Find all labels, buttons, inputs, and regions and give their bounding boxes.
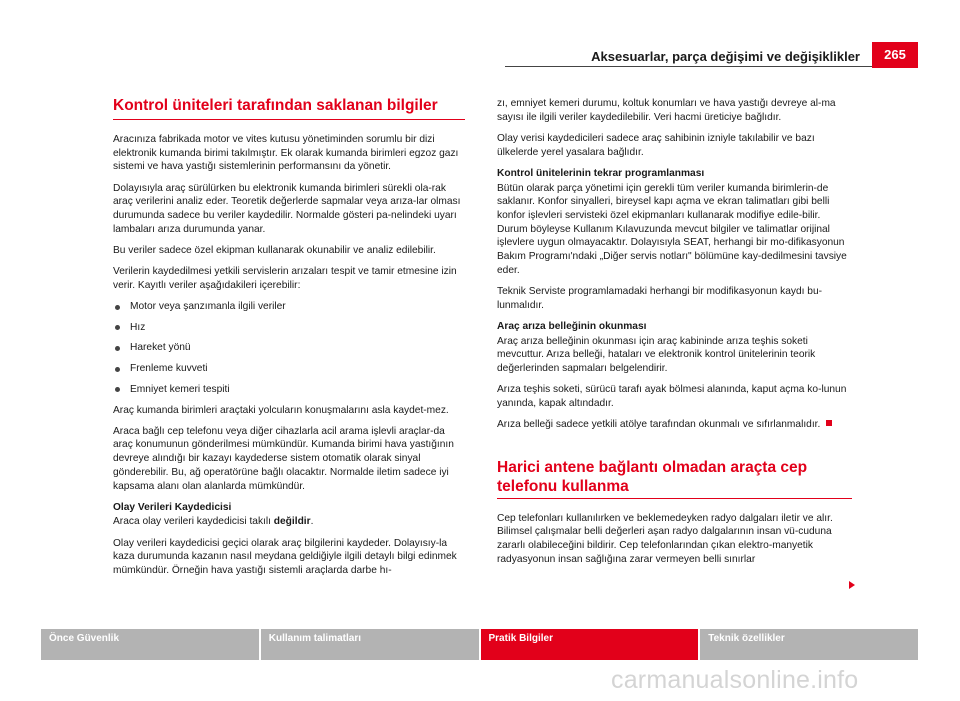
paragraph: Bütün olarak parça yönetimi için gerekli tüm veriler kumanda birimlerin-de saklanır. Konfor sinyalleri, bireysel kapı açma ve ekran talimatları gibi belli konfor işlevleri servisteki özel ekipmanları kullanarak modifiye edile-bilir. Durum böyleyse Kullanım Kılavuzunda mevcut bilgiler ve talimatlar orijinal işlevlere uygun olmayacaktır. Dolayısıyla SEAT, herhangi bir mo-difikasyonun Bakım Programı'ndaki „Diğer servis notları" bölümüne kay-dedilmesini tavsiye eder. <box>497 182 847 276</box>
paragraph: Dolayısıyla araç sürülürken bu elektronik kumanda birimleri sürekli ola-rak araç verilerini analiz eder. Teoretik değerlerde sapmalar veya arıza-lar olması durumunda sadece bu veriler kaydedilir. Normalde gösteri pa-nelindeki uyarı lambaları arıza durumunda yanar. <box>113 182 461 235</box>
watermark: carmanualsonline.info <box>611 666 859 694</box>
subheading-reprogramming: Kontrol ünitelerinin tekrar programlanması <box>497 167 705 179</box>
running-header: Aksesuarlar, parça değişimi ve değişiklikler <box>591 49 860 64</box>
paragraph: Olay verileri kaydedicisi geçici olarak araç bilgilerini kaydeder. Dolayısıy-la kaza durumunda kazanın nasıl meydana geldiğiyle ilgili detaylı bilgi edinmek mümkündür. Örneğin hava yastığı sistemli araçlarda darbe hı- <box>113 537 457 577</box>
text-run: Arıza belleği sadece yetkili atölye tarafından okunmalı ve sıfırlanmalıdır. <box>497 419 821 431</box>
paragraph: Araca bağlı cep telefonu veya diğer cihazlarla acil arama işlevli araçlar-da araç konumunun gönderilmesi mümkündür. Kumanda birimi hava yastığının devreye alındığı bir kazayı kaydederse sistem otomatik olarak sinyal gönderebilir. Bu, ağ operatörüne bağlı olacaktır. Normalde iletim sadece iyi kapsama alanı olan alanlarda mümkündür. <box>113 425 454 492</box>
footer-nav <box>41 629 918 660</box>
list-item: Frenleme kuvveti <box>113 362 465 376</box>
paragraph <box>497 418 852 432</box>
emphasis-text: değildir <box>273 516 311 528</box>
paragraph: Teknik Serviste programlamadaki herhangi bir modifikasyonun kaydı bu-lunmalıdır. <box>497 285 823 311</box>
paragraph: Aracınıza fabrikada motor ve vites kutusu yönetiminden sorumlu bir dizi elektronik kumanda birimi takılmıştır. Ek olarak kumanda birimleri egzoz gazı sistemi ve hava yastığı sistemlerinin performansını da yönetir. <box>113 134 459 173</box>
text-run: Araca olay verileri kaydedicisi takılı <box>113 516 274 528</box>
list-item: Hareket yönü <box>113 341 465 355</box>
left-column <box>113 96 465 585</box>
paragraph: Araç arıza belleğinin okunması için araç kabininde arıza teşhis soketi mevcuttur. Arıza belleği, hataları ve elektronik kontrol ünitelerinin teorik değerlerinden sapmaları belgelendirir. <box>497 335 816 374</box>
paragraph: zı, emniyet kemeri durumu, koltuk konumları ve hava yastığı devreye al-ma sayısı ile ilgili veriler kaydedilebilir. Veri hacmi üreticiye bağlıdır. <box>497 98 836 123</box>
text-run: . <box>310 516 314 528</box>
header-rule <box>505 66 872 67</box>
paragraph: Cep telefonları kullanılırken ve beklemedeyken radyo dalgaları iletir ve alır. Bilimsel çalışmalar belli değerleri aşan radyo dalgalarının insan vü-cuduna zararlı olabileceğini bildirir. Cep telefonlarından çıkan elektro-manyetik radyasyonun insan sağlığına zarar vermeyen belli sınırlar <box>497 512 833 565</box>
list-item: Motor veya şanzımanla ilgili veriler <box>113 300 465 314</box>
paragraph: Bu veriler sadece özel ekipman kullanarak okunabilir ve analiz edilebilir. <box>113 244 436 256</box>
tab-practical-tips[interactable]: Pratik Bilgiler <box>481 629 699 660</box>
paragraph: Arıza teşhis soketi, sürücü tarafı ayak bölmesi alanında, kaput açma ko-lunun yanında, kapak altındadır. <box>497 384 847 409</box>
paragraph <box>113 515 465 529</box>
tab-operating-instructions[interactable]: Kullanım talimatları <box>261 629 479 660</box>
list-item: Emniyet kemeri tespiti <box>113 383 465 397</box>
paragraph: Olay verisi kaydedicileri sadece araç sahibinin izniyle takılabilir ve bazı ülkelerde yerel yasalara bağlıdır. <box>497 132 815 158</box>
page-number: 265 <box>872 42 918 68</box>
tab-safety-first[interactable]: Önce Güvenlik <box>41 629 259 660</box>
right-column <box>497 97 852 574</box>
subheading-event-data-recorder: Olay Verileri Kaydedicisi <box>113 501 232 513</box>
section-end-icon <box>826 420 832 426</box>
section-title-mobile-phone: Harici antene bağlantı olmadan araçta cep telefonu kullanma <box>497 458 852 499</box>
section-title-control-units: Kontrol üniteleri tarafından saklanan bilgiler <box>113 96 465 120</box>
paragraph: Verilerin kaydedilmesi yetkili servislerin arızaları tespit ve tamir etmesine izin verir. Kayıtlı veriler aşağıdakileri içerebilir: <box>113 266 457 291</box>
subheading-fault-memory: Araç arıza belleğinin okunması <box>497 320 647 332</box>
continue-arrow-icon <box>849 581 855 589</box>
tab-technical-specs[interactable]: Teknik özellikler <box>700 629 918 660</box>
list-item: Hız <box>113 321 465 335</box>
paragraph: Araç kumanda birimleri araçtaki yolcuların konuşmalarını asla kaydet-mez. <box>113 404 449 416</box>
recorded-data-list <box>113 300 465 397</box>
